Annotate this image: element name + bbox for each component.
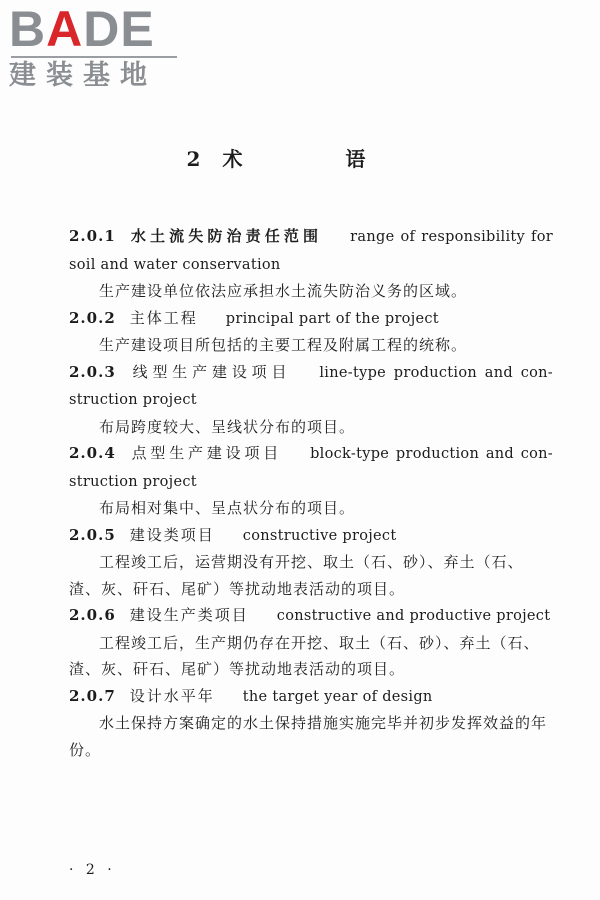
term-definition: 生产建设单位依法应承担水土流失防治义务的区域。 (99, 282, 468, 300)
term-chinese: 主体工程 (129, 308, 198, 327)
term-definition: 布局相对集中、呈点状分布的项目。 (99, 499, 356, 517)
logo-accent-letter: A (46, 1, 84, 57)
term-definition: 工程竣工后，生产期仍存在开挖、取土（石、砂）、弃土（石、渣、灰、矸石、尾矿）等扰动地表活动的项目。 (69, 633, 540, 678)
term-chinese: 设计水平年 (129, 686, 215, 705)
term-number: 2.0.5 (69, 525, 116, 544)
term-entry (69, 359, 553, 414)
term-definition: 工程竣工后，运营期没有开挖、取土（石、砂）、弃土（石、渣、灰、矸石、尾矿）等扰动地表活动的项目。 (69, 553, 524, 598)
terms-list (69, 223, 553, 763)
term-number: 2.0.4 (69, 444, 116, 462)
logo-subtitle: 建装基地 (9, 60, 157, 91)
chapter-title (0, 143, 600, 172)
term-entry (69, 223, 553, 278)
term-entry (69, 522, 553, 550)
term-chinese: 水土流失防治责任范围 (129, 227, 323, 245)
term-english: block-type production and con-struction project (69, 446, 553, 490)
term-english: line-type production and con-struction project (69, 364, 553, 408)
term-entry (69, 683, 553, 711)
term-number: 2.0.6 (69, 606, 116, 624)
term-number: 2.0.1 (69, 227, 116, 245)
term-chinese: 建设生产类项目 (129, 606, 249, 624)
term-chinese: 点型生产建设项目 (129, 444, 283, 462)
term-number: 2.0.7 (69, 686, 116, 705)
page-number: · 2 · (69, 862, 116, 878)
term-definition: 生产建设项目所包括的主要工程及附属工程的统称。 (99, 336, 468, 354)
term-chinese: 建设类项目 (129, 525, 215, 544)
term-definition: 布局跨度较大、呈线状分布的项目。 (99, 417, 356, 436)
term-english: range of responsibility for soil and water conservation (69, 229, 553, 273)
logo-wordmark: BADE (9, 1, 155, 57)
term-definition: 水土保持方案确定的水土保持措施实施完毕并初步发挥效益的年份。 (69, 714, 548, 759)
chapter-name: 术 语 (222, 147, 414, 171)
term-chinese: 线型生产建设项目 (129, 362, 292, 381)
term-english: constructive and productive project (276, 608, 551, 624)
term-english: constructive project (242, 527, 397, 544)
term-entry (69, 602, 553, 630)
term-english: principal part of the project (225, 310, 439, 327)
term-entry (69, 305, 553, 333)
term-number: 2.0.3 (69, 362, 116, 381)
term-entry (69, 440, 553, 495)
chapter-number: 2 (186, 147, 201, 171)
term-english: the target year of design (242, 688, 433, 705)
term-number: 2.0.2 (69, 308, 116, 327)
brand-logo (9, 2, 179, 91)
